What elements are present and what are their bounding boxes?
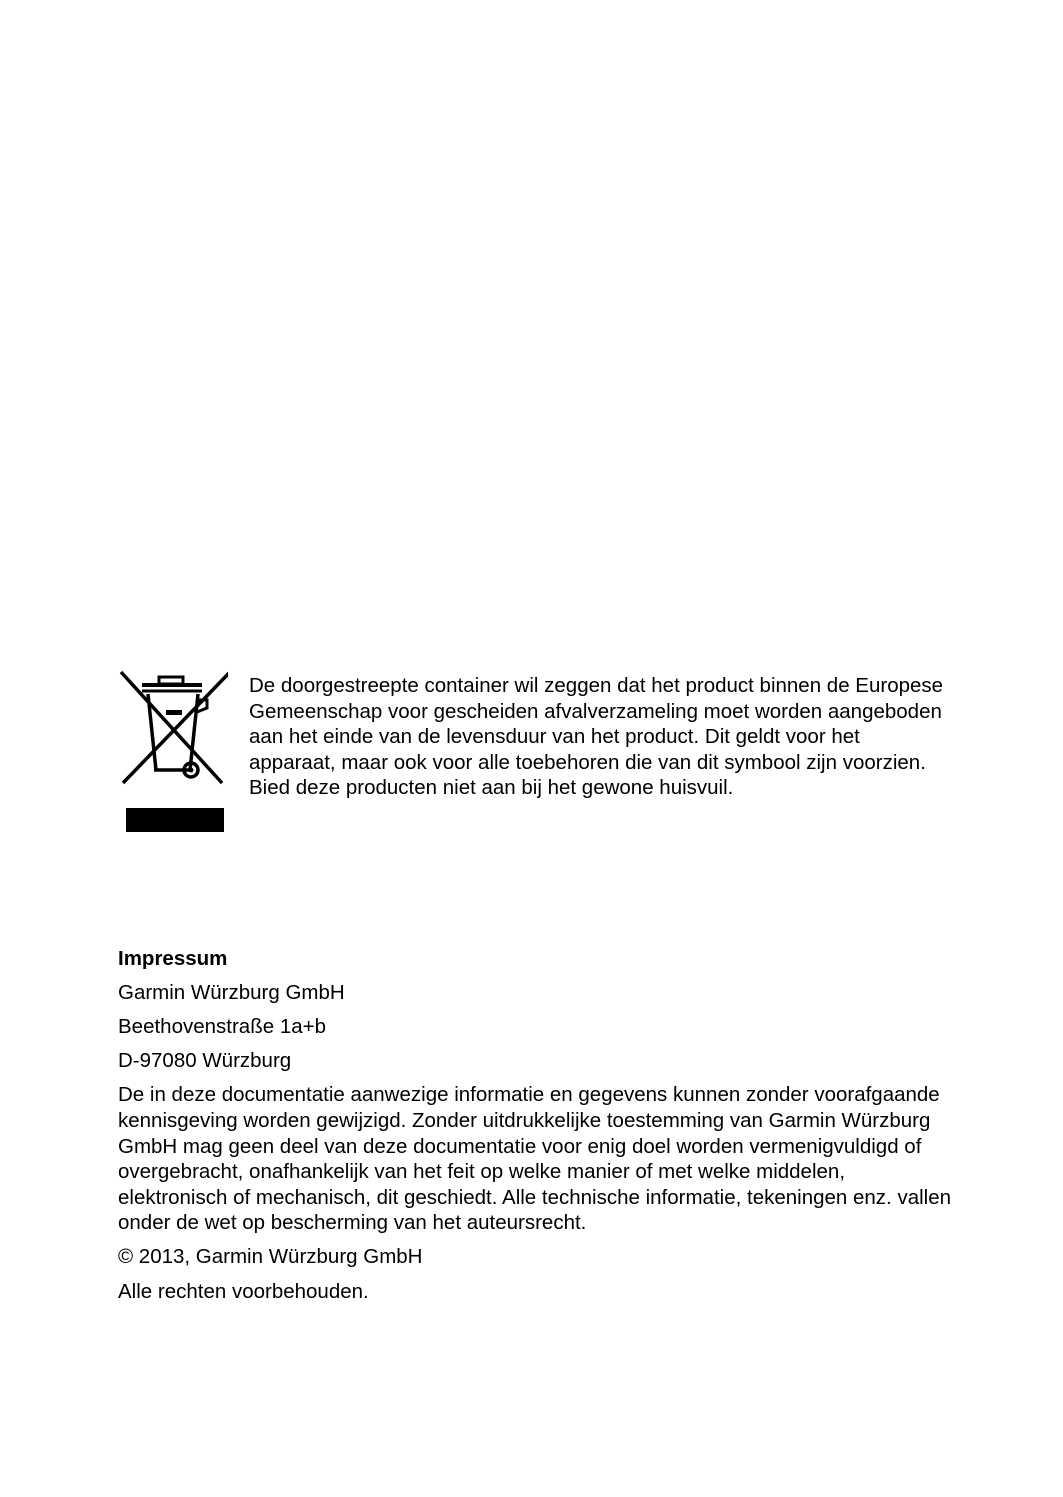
weee-disposal-notice: De doorgestreepte container wil zeggen dat het product binnen de Europese Gemeenschap voor gescheiden afvalverzameling moet worden aangeboden aan het einde van de levensduur van het product. Dit geldt voor het apparaat, maar ook voor alle toebehoren die van dit symbool zijn voorzien. Bied deze producten niet aan bij het gewone huisvuil. xyxy=(249,674,944,800)
copyright-line: © 2013, Garmin Würzburg GmbH xyxy=(118,1245,423,1269)
imprint-heading: Impressum xyxy=(118,947,228,970)
city-address: D-97080 Würzburg xyxy=(118,1049,292,1073)
crossed-out-wheeled-bin-icon xyxy=(118,670,228,832)
company-name: Garmin Würzburg GmbH xyxy=(118,981,345,1005)
legal-notice: De in deze documentatie aanwezige informatie en gegevens kunnen zonder voorafgaande kennisgeving worden gewijzigd. Zonder uitdrukkelijke toestemming van Garmin Würzburg GmbH mag geen deel van deze documentatie voor enig doel worden vermenigvuldigd of overgebracht, onafhankelijk van het feit op welke manier of met welke middelen, elektronisch of mechanisch, dit geschiedt. Alle technische informatie, tekeningen enz. vallen onder de wet op bescherming van het auteursrecht. xyxy=(118,1083,952,1235)
imprint-section xyxy=(118,946,953,1304)
weee-section xyxy=(118,670,948,840)
street-address: Beethovenstraße 1a+b xyxy=(118,1015,326,1039)
rights-reserved: Alle rechten voorbehouden. xyxy=(118,1279,369,1303)
